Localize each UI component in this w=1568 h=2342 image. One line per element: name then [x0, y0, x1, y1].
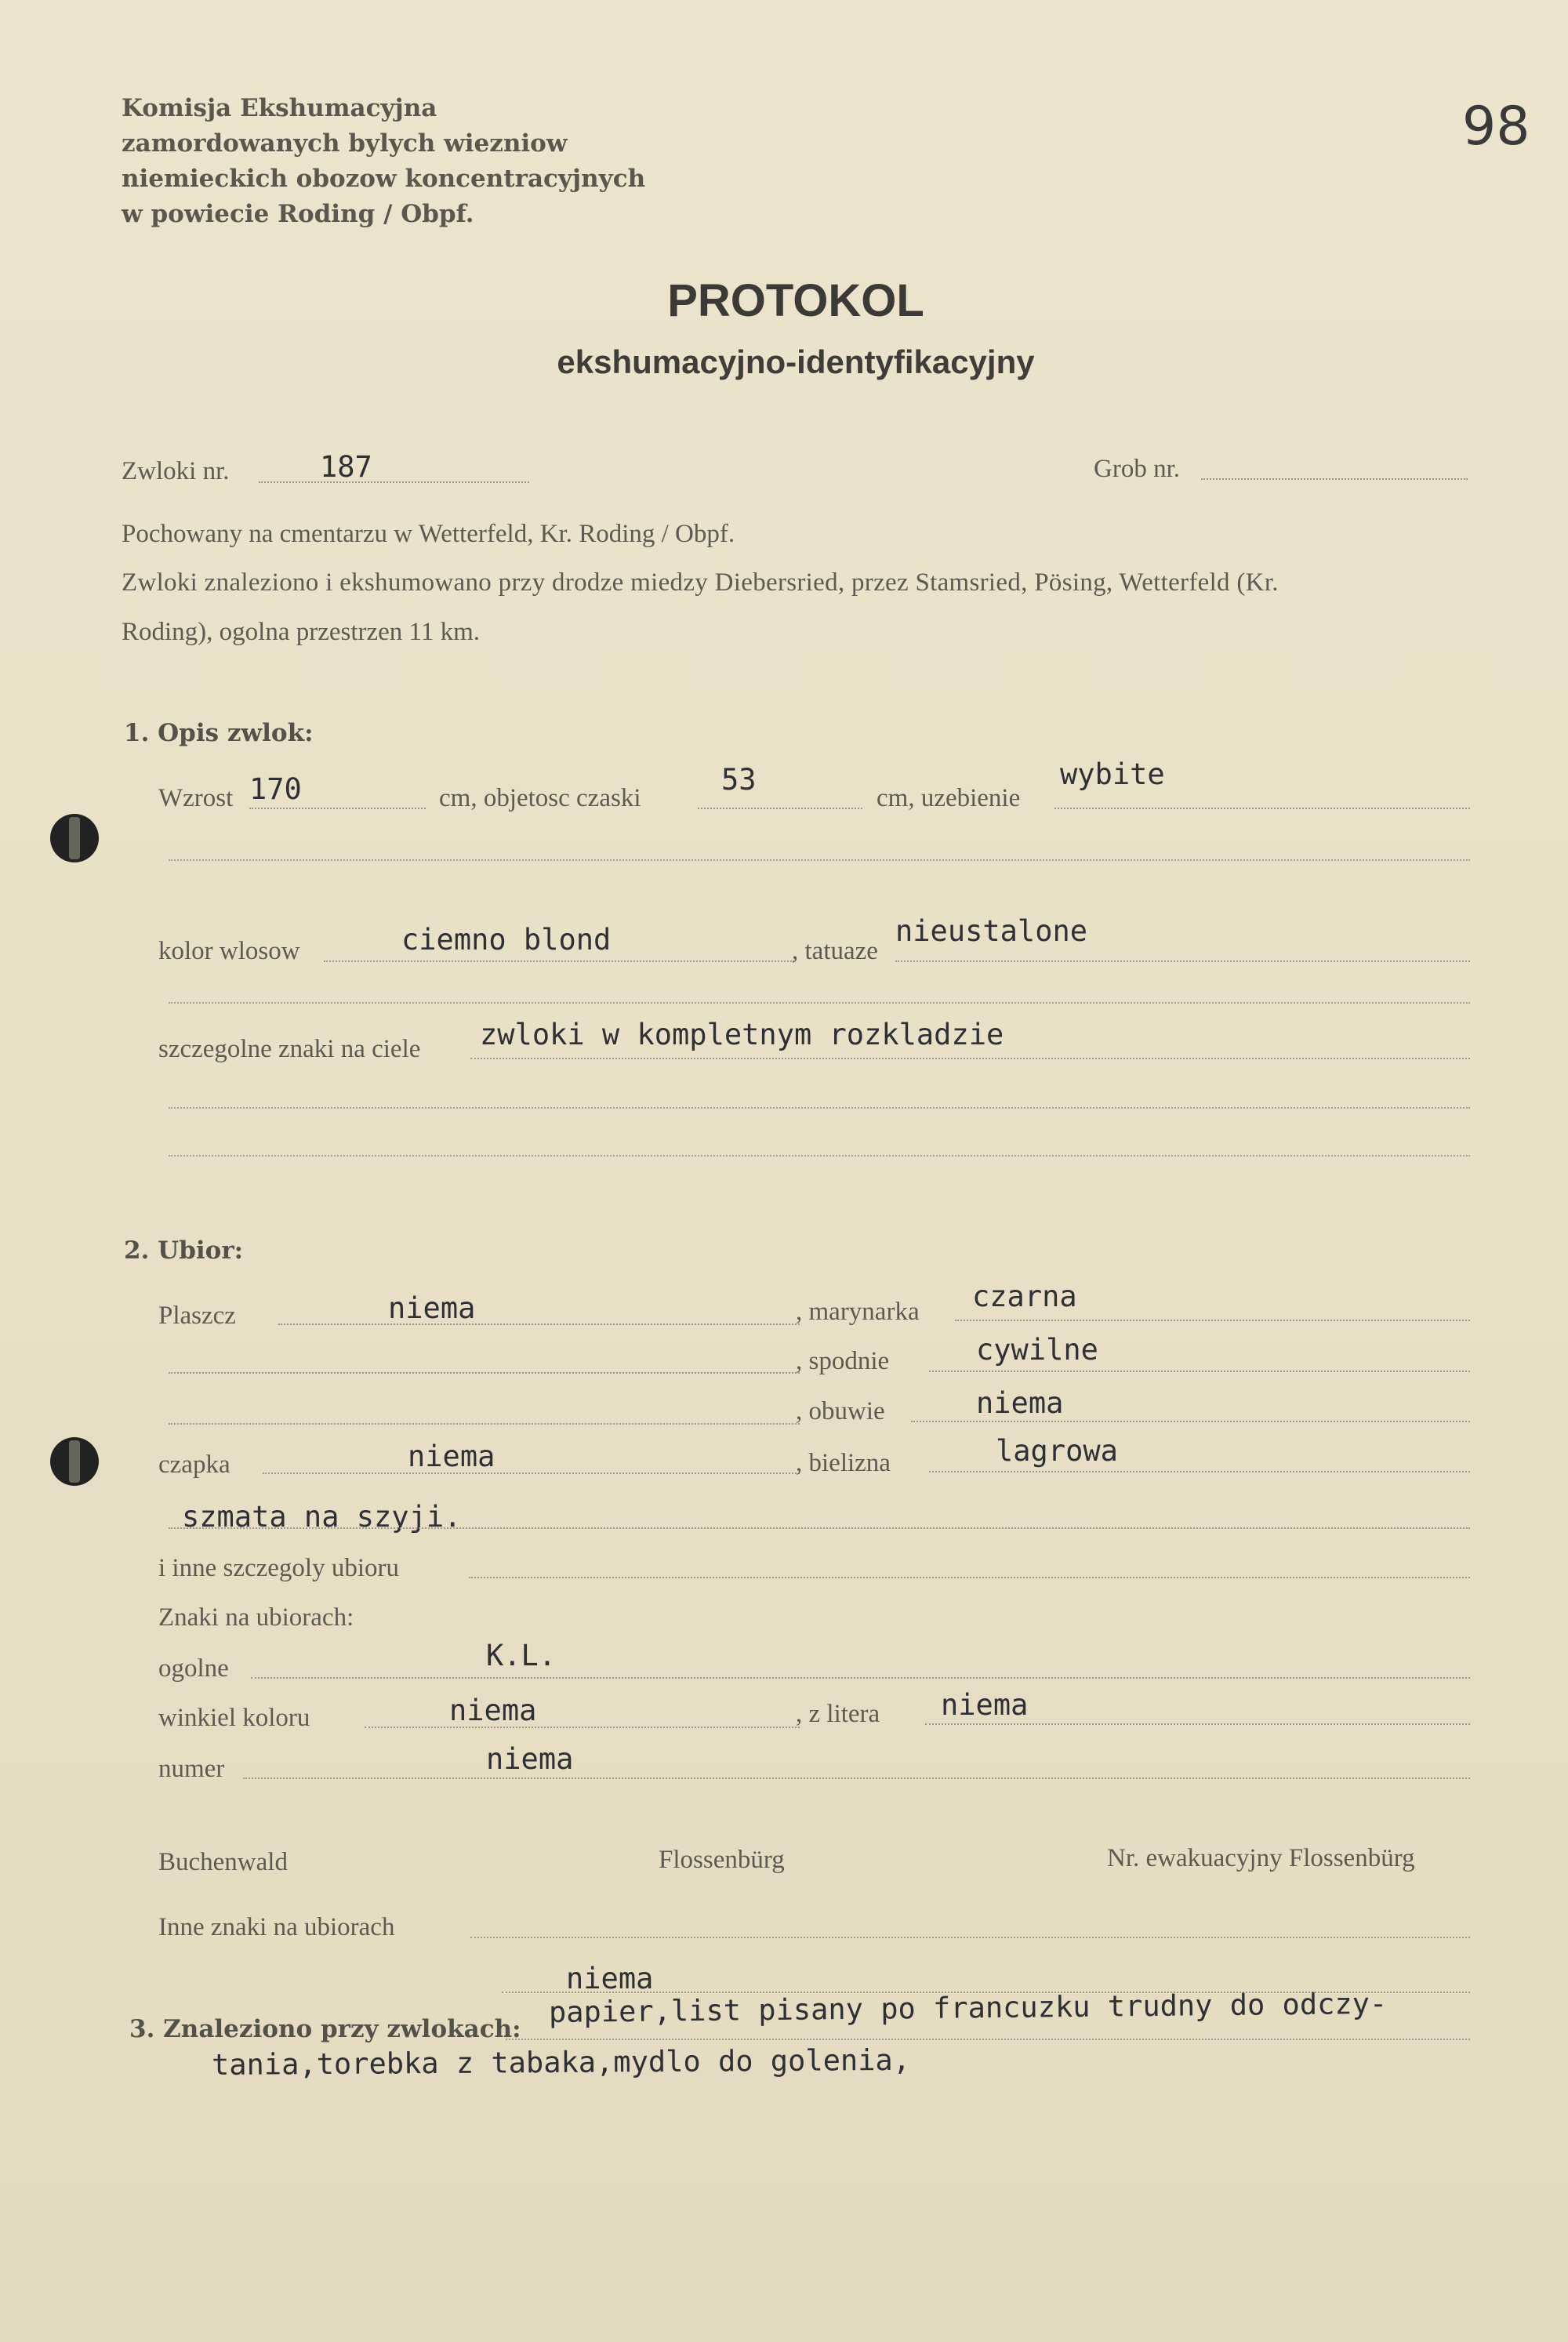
plaszcz-value: niema	[388, 1291, 476, 1325]
header-line-4: w powiecie Roding / Obpf.	[122, 200, 474, 228]
spodnie-value: cywilne	[976, 1333, 1098, 1367]
buchenwald-label: Buchenwald	[158, 1848, 288, 1876]
winkiel-label: winkiel koloru	[158, 1704, 310, 1732]
czapka-label: czapka	[158, 1451, 230, 1479]
found-items-line-2: tania,torebka z tabaka,mydlo do golenia,	[211, 2042, 911, 2082]
header-line-1: Komisja Ekshumacyjna	[122, 94, 437, 122]
obuwie-value: niema	[976, 1386, 1064, 1420]
czapka-value: niema	[408, 1440, 495, 1473]
section-1-heading: 1. Opis zwlok:	[124, 719, 314, 747]
kolor-wlosow-value: ciemno blond	[401, 923, 612, 957]
page-number: 98	[1462, 96, 1530, 158]
spodnie-label: , spodnie	[796, 1347, 890, 1375]
nr-ewakuacyjny-label: Nr. ewakuacyjny Flossenbürg	[1107, 1844, 1415, 1872]
winkiel-value: niema	[449, 1694, 537, 1727]
marynarka-label: , marynarka	[796, 1298, 920, 1326]
inne-szczegoly-label: i inne szczegoly ubioru	[158, 1554, 399, 1582]
bielizna-value: lagrowa	[996, 1434, 1118, 1468]
obuwie-label: , obuwie	[796, 1397, 885, 1425]
tatuaze-value: nieustalone	[895, 914, 1088, 948]
z-litera-label: , z litera	[796, 1700, 880, 1728]
page-subtitle: ekshumacyjno-identyfikacyjny	[557, 343, 1035, 380]
znaki-ubiorach-label: Znaki na ubiorach:	[158, 1603, 354, 1632]
buried-line: Pochowany na cmentarzu w Wetterfeld, Kr. Roding / Obpf.	[122, 520, 735, 548]
kolor-wlosow-label: kolor wlosow	[158, 937, 300, 965]
wzrost-label: Wzrost	[158, 784, 234, 812]
extra-clothing-value: szmata na szyji.	[182, 1500, 462, 1534]
znaki-ciele-value: zwloki w kompletnym rozkladzie	[480, 1018, 1004, 1051]
flossenburg-label: Flossenbürg	[659, 1846, 785, 1874]
bielizna-label: , bielizna	[796, 1449, 891, 1477]
numer-label: numer	[158, 1755, 225, 1783]
z-litera-value: niema	[941, 1688, 1029, 1722]
punch-hole-icon	[50, 814, 99, 862]
found-line-1: Zwloki znaleziono i ekshumowano przy drodze miedzy Diebersried, przez Stamsried, Pösing, Wetterfeld (Kr.	[122, 568, 1279, 597]
uzebienie-value: wybite	[1060, 757, 1165, 791]
tatuaze-label: , tatuaze	[792, 937, 878, 965]
zwloki-value: 187	[320, 450, 372, 484]
ogolne-value: K.L.	[486, 1639, 557, 1672]
znaki-ciele-label: szczegolne znaki na ciele	[158, 1035, 421, 1063]
ogolne-label: ogolne	[158, 1654, 229, 1683]
grob-label: Grob nr.	[1094, 455, 1180, 483]
section-2-heading: 2. Ubior:	[124, 1236, 244, 1265]
wzrost-value: 170	[249, 772, 302, 806]
czaszka-value: 53	[721, 763, 757, 797]
zwloki-label: Zwloki nr.	[122, 457, 230, 485]
inne-znaki-value: niema	[566, 1962, 654, 1995]
found-items-line-1: papier,list pisany po francuzku trudny do odczy-	[548, 1986, 1388, 2029]
punch-hole-icon	[50, 1437, 99, 1486]
cm-uzebienie-label: cm, uzebienie	[877, 784, 1021, 812]
inne-znaki-label: Inne znaki na ubiorach	[158, 1913, 395, 1941]
plaszcz-label: Plaszcz	[158, 1302, 236, 1330]
found-line-2: Roding), ogolna przestrzen 11 km.	[122, 618, 481, 646]
header-line-2: zamordowanych bylych wiezniow	[122, 129, 568, 158]
marynarka-value: czarna	[972, 1280, 1077, 1313]
cm-objetosc-label: cm, objetosc czaski	[439, 784, 641, 812]
page-title: PROTOKOL	[667, 275, 924, 326]
section-3-heading: 3. Znaleziono przy zwlokach:	[129, 2015, 521, 2043]
header-line-3: niemieckich obozow koncentracyjnych	[122, 165, 646, 193]
numer-value: niema	[486, 1742, 574, 1776]
